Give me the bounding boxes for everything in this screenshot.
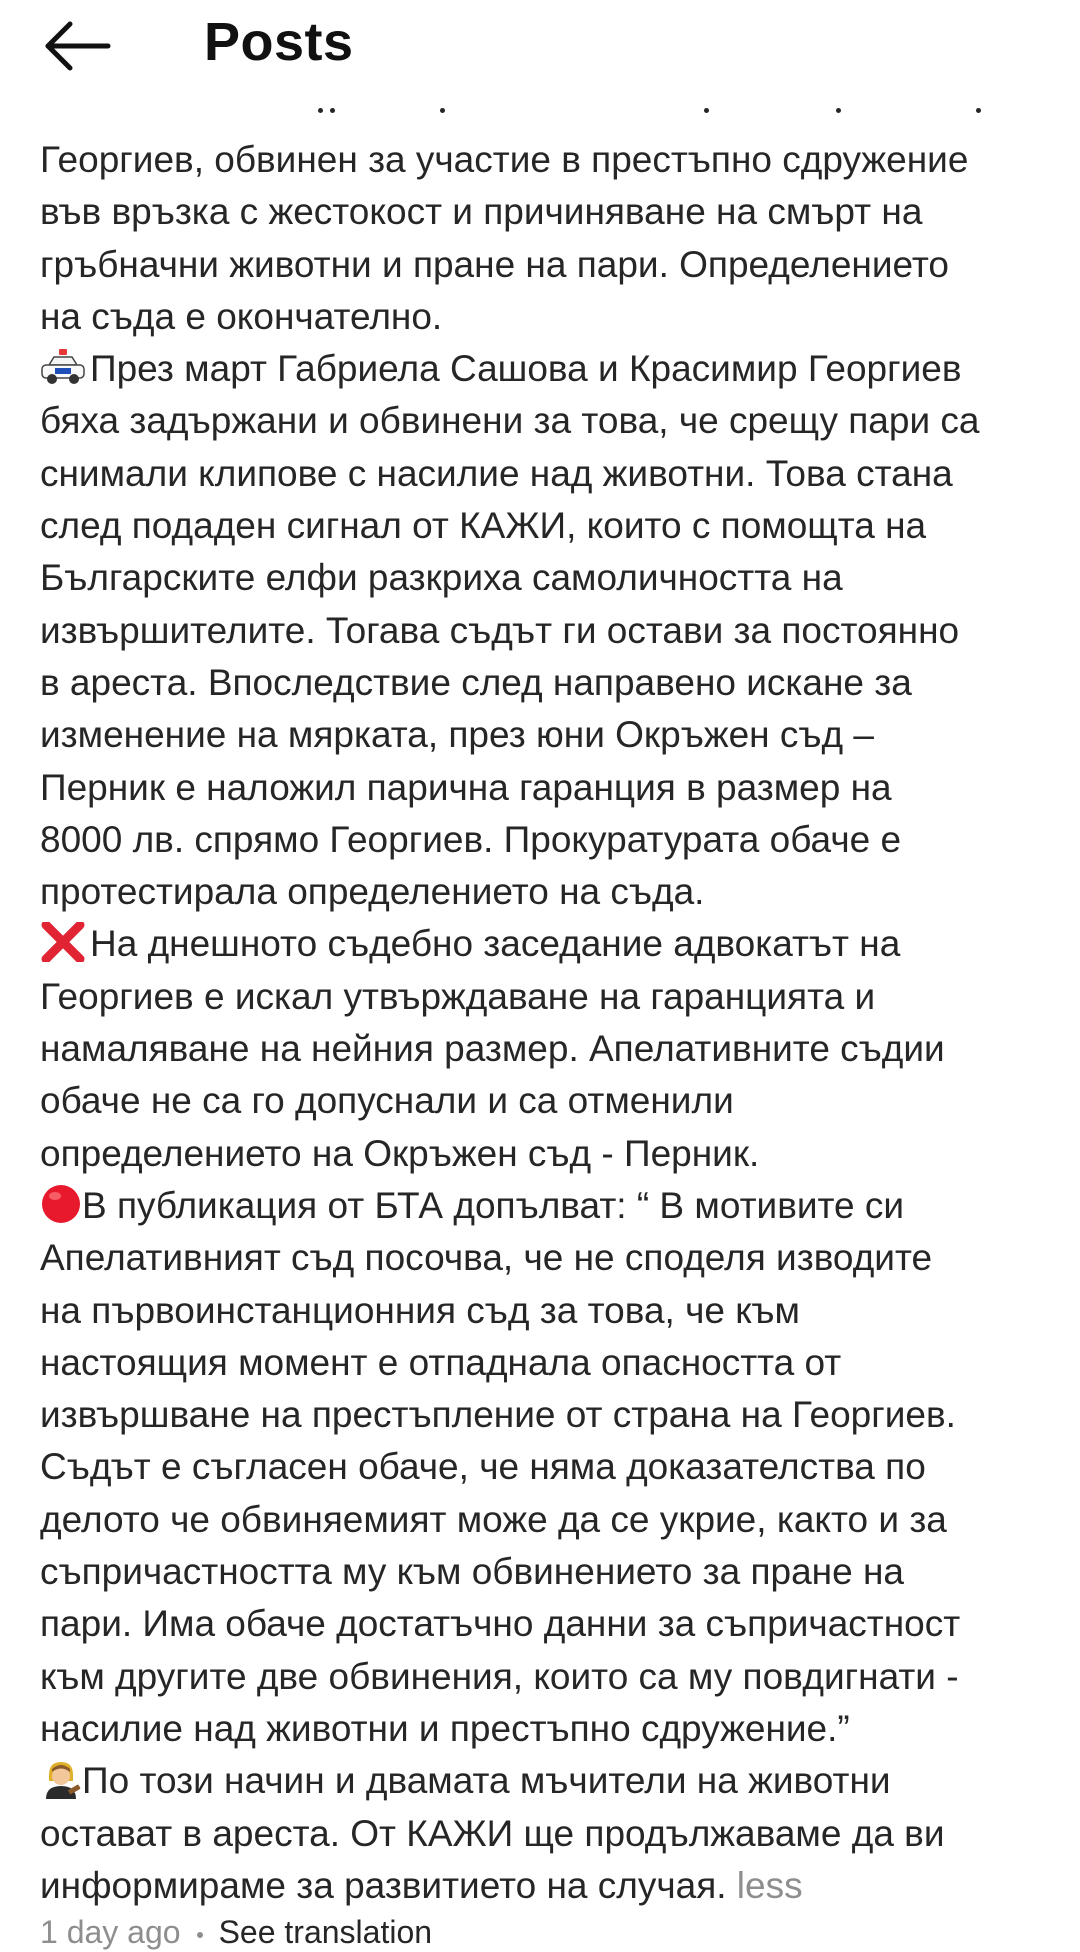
caption-text: През март Габриела Сашова и Красимир Георгиев [90, 348, 962, 390]
caption-line: след подаден сигнал от КАЖИ, които с помощта на [40, 505, 927, 547]
caption-line [40, 918, 1050, 970]
caption-line: снимали клипове с насилие над животни. Това стана [40, 452, 953, 494]
caption-line: пари. Има обаче достатъчно данни за съпричастност [40, 1603, 961, 1645]
caption-line: Българските елфи разкриха самоличността на [40, 557, 843, 599]
caption-line: на първоинстанционния съд за това, че към [40, 1289, 800, 1331]
caption-line: Перник е наложил парична гаранция в размер на [40, 766, 892, 808]
caption-line: в ареста. Впоследствие след направено искане за [40, 661, 912, 703]
back-button[interactable] [36, 14, 116, 78]
caption-line: делото че обвиняемият може да се укрие, както и за [40, 1498, 947, 1540]
post-caption [40, 134, 1050, 1912]
caption-line: извършване на престъпление от страна на Георгиев. [40, 1394, 956, 1436]
caption-line: на съда е окончателно. [40, 295, 443, 337]
caption-line: настоящия момент е отпаднала опасността от [40, 1341, 842, 1383]
police-car-icon [40, 347, 86, 387]
judge-icon [40, 1759, 82, 1799]
separator-dot [197, 1932, 203, 1938]
caption-text: информираме за развитието на случая. [40, 1864, 727, 1906]
caption-line [40, 1860, 1050, 1912]
caption-text: На днешното съдебно заседание адвокатът на [90, 923, 901, 965]
caption-text: По този начин и двамата мъчители на животни [82, 1760, 891, 1802]
caption-line: определението на Окръжен съд - Перник. [40, 1132, 760, 1174]
caption-line: насилие над животни и престъпно сдружение.” [40, 1707, 850, 1749]
caption-line: Апелативният съд посочва, че не споделя изводите [40, 1237, 933, 1279]
caption-line [40, 1180, 1050, 1232]
less-link[interactable]: less [736, 1864, 803, 1906]
caption-line: гръбначни животни и пране на пари. Определението [40, 243, 949, 285]
caption-line [40, 343, 1050, 395]
caption-line [40, 1755, 1050, 1807]
top-bar [0, 0, 1080, 104]
caption-line: Съдът е съгласен обаче, че няма доказателства по [40, 1446, 926, 1488]
caption-line: във връзка с жестокост и причиняване на смърт на [40, 191, 923, 233]
caption-line: 8000 лв. спрямо Георгиев. Прокуратурата обаче е [40, 818, 902, 860]
caption-line: извършителите. Тогава съдът ги остави за постоянно [40, 609, 960, 651]
caption-line: бяха задържани и обвинени за това, че срещу пари са [40, 400, 980, 442]
caption-line: намаляване на нейния размер. Апелативните съдии [40, 1028, 945, 1070]
caption-text: В публикация от БТА допълват: “ В мотивите си [82, 1184, 905, 1226]
see-translation-link[interactable]: See translation [218, 1914, 433, 1950]
caption-line: обаче не са го допуснали и са отменили [40, 1080, 734, 1122]
caption-line: изменение на мярката, през юни Окръжен съд – [40, 714, 874, 756]
caption-line: съпричастността му към обвинението за пране на [40, 1551, 904, 1593]
caption-line: към другите две обвинения, които са му повдигнати - [40, 1655, 959, 1697]
caption-line: Георгиев е искал утвърждаване на гаранцията и [40, 975, 876, 1017]
red-circle-icon [40, 1184, 82, 1224]
post-meta [40, 1912, 432, 1952]
caption-line: остават в ареста. От КАЖИ ще продължаваме да ви [40, 1812, 945, 1854]
clipped-text-line [40, 104, 1040, 126]
arrow-left-icon [36, 14, 116, 78]
page-title: Posts [204, 12, 354, 72]
post-timestamp: 1 day ago [40, 1914, 181, 1950]
caption-line: Георгиев, обвинен за участие в престъпно сдружение [40, 139, 969, 180]
cross-mark-icon [40, 922, 86, 962]
caption-line: протестирала определението на съда. [40, 871, 705, 913]
